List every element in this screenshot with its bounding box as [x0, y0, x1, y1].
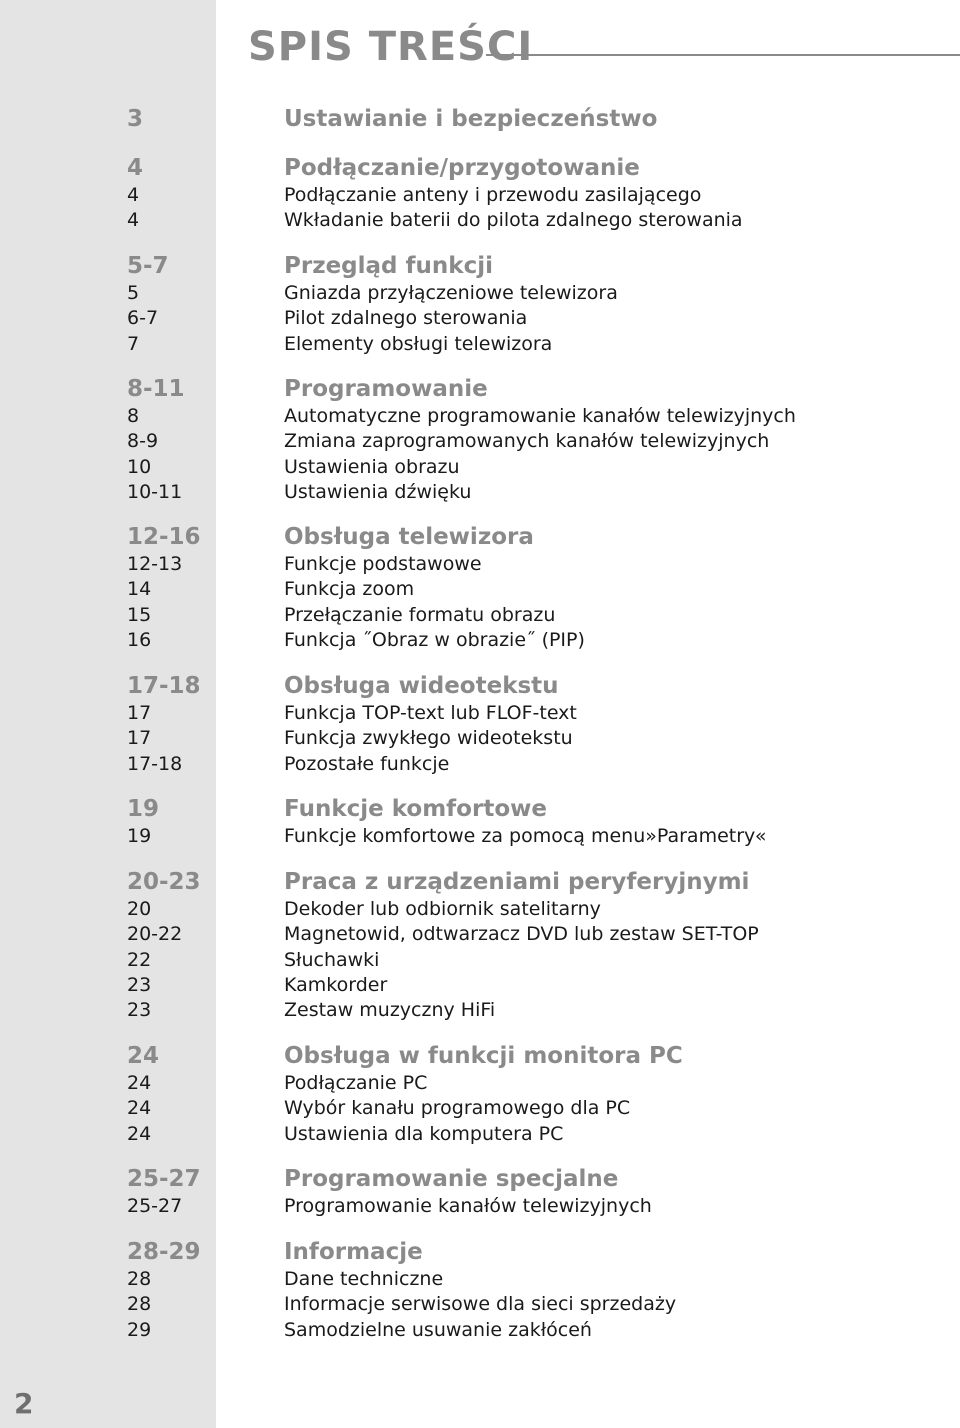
entry-page-number: 24 — [127, 1097, 152, 1120]
entry-title: Słuchawki — [284, 948, 380, 971]
section-page-range: 4 — [127, 155, 144, 181]
entry-title: Zestaw muzyczny HiFi — [284, 999, 496, 1022]
section-title: Obsługa wideotekstu — [284, 673, 559, 699]
entry-page-number: 16 — [127, 628, 152, 651]
entry-page-number: 5 — [127, 282, 140, 304]
toc-section-heading[interactable] — [0, 1164, 960, 1194]
entry-title: Ustawienia obrazu — [284, 455, 460, 478]
entry-page-number: 28 — [127, 1293, 152, 1316]
entry-title: Funkcje komfortowe za pomocą menu»Parametry« — [284, 825, 767, 847]
page-number: 2 — [14, 1387, 34, 1420]
entry-title: Magnetowid, odtwarzacz DVD lub zestaw SET-TOP — [284, 923, 759, 946]
entry-title: Pilot zdalnego sterowania — [284, 307, 528, 330]
toc-entry[interactable] — [0, 1292, 960, 1317]
entry-page-number: 4 — [127, 209, 140, 232]
entry-page-number: 17 — [127, 702, 152, 724]
toc-section — [0, 867, 960, 1023]
entry-title: Pozostałe funkcje — [284, 752, 450, 775]
entry-title: Programowanie kanałów telewizyjnych — [284, 1195, 652, 1217]
section-page-range: 24 — [127, 1043, 160, 1069]
toc-entry[interactable] — [0, 208, 960, 233]
toc-entry[interactable] — [0, 998, 960, 1023]
entry-page-number: 6-7 — [127, 307, 159, 330]
entry-title: Dekoder lub odbiornik satelitarny — [284, 898, 601, 920]
toc-section — [0, 251, 960, 357]
entry-title: Funkcja zoom — [284, 578, 415, 601]
toc-section-heading[interactable] — [0, 522, 960, 552]
section-title: Programowanie specjalne — [284, 1166, 619, 1192]
toc-section — [0, 522, 960, 653]
toc-entry[interactable] — [0, 577, 960, 602]
toc-entry[interactable] — [0, 480, 960, 505]
toc-entry[interactable] — [0, 306, 960, 331]
page-title: SPIS TREŚCI — [248, 24, 534, 70]
toc-section — [0, 1164, 960, 1219]
toc-section-heading[interactable] — [0, 374, 960, 404]
entry-page-number: 29 — [127, 1318, 152, 1341]
entry-title: Kamkorder — [284, 973, 388, 996]
toc-section-heading[interactable] — [0, 104, 960, 134]
toc-section-heading[interactable] — [0, 1041, 960, 1071]
entry-page-number: 23 — [127, 973, 152, 996]
toc-section-heading[interactable] — [0, 671, 960, 701]
toc-entry[interactable] — [0, 922, 960, 947]
entry-title: Ustawienia dla komputera PC — [284, 1122, 564, 1145]
entry-title: Wybór kanału programowego dla PC — [284, 1097, 631, 1120]
toc-section-heading[interactable] — [0, 794, 960, 824]
entry-title: Funkcje podstawowe — [284, 553, 482, 575]
toc-section-heading[interactable] — [0, 251, 960, 281]
entry-page-number: 4 — [127, 184, 140, 206]
toc-entry[interactable] — [0, 603, 960, 628]
section-title: Przegląd funkcji — [284, 253, 493, 279]
toc-section-heading[interactable] — [0, 1237, 960, 1267]
entry-page-number: 14 — [127, 578, 152, 601]
section-title: Praca z urządzeniami peryferyjnymi — [284, 869, 750, 895]
entry-page-number: 24 — [127, 1072, 152, 1094]
section-page-range: 8-11 — [127, 376, 185, 402]
entry-page-number: 20 — [127, 898, 152, 920]
entry-page-number: 7 — [127, 332, 140, 355]
entry-page-number: 19 — [127, 825, 152, 847]
entry-page-number: 10-11 — [127, 480, 183, 503]
toc-entry[interactable] — [0, 1122, 960, 1147]
toc-entry[interactable] — [0, 752, 960, 777]
toc-section — [0, 104, 960, 134]
entry-page-number: 22 — [127, 948, 152, 971]
toc-section — [0, 1237, 960, 1343]
toc-entry[interactable] — [0, 281, 960, 306]
toc-section — [0, 1041, 960, 1147]
entry-title: Zmiana zaprogramowanych kanałów telewizyjnych — [284, 430, 770, 453]
toc-section — [0, 794, 960, 849]
toc-entry[interactable] — [0, 1194, 960, 1219]
section-title: Obsługa w funkcji monitora PC — [284, 1043, 683, 1069]
toc-entry[interactable] — [0, 404, 960, 429]
toc-entry[interactable] — [0, 973, 960, 998]
toc-entry[interactable] — [0, 1267, 960, 1292]
toc-entry[interactable] — [0, 552, 960, 577]
entry-page-number: 28 — [127, 1268, 152, 1290]
section-title: Ustawianie i bezpieczeństwo — [284, 106, 658, 132]
section-page-range: 25-27 — [127, 1166, 201, 1192]
entry-page-number: 15 — [127, 603, 152, 626]
section-title: Obsługa telewizora — [284, 524, 534, 550]
section-page-range: 5-7 — [127, 253, 169, 279]
entry-title: Elementy obsługi telewizora — [284, 332, 553, 355]
entry-page-number: 12-13 — [127, 553, 183, 575]
entry-title: Gniazda przyłączeniowe telewizora — [284, 282, 618, 304]
entry-page-number: 8-9 — [127, 430, 159, 453]
toc-entry[interactable] — [0, 897, 960, 922]
toc-entry[interactable] — [0, 183, 960, 208]
entry-page-number: 24 — [127, 1122, 152, 1145]
entry-title: Funkcja TOP-text lub FLOF-text — [284, 702, 577, 724]
toc-entry[interactable] — [0, 948, 960, 973]
entry-page-number: 8 — [127, 405, 140, 427]
section-title: Funkcje komfortowe — [284, 796, 547, 822]
toc-section — [0, 153, 960, 234]
section-page-range: 17-18 — [127, 673, 201, 699]
section-page-range: 19 — [127, 796, 160, 822]
toc-entry[interactable] — [0, 824, 960, 849]
entry-title: Wkładanie baterii do pilota zdalnego sterowania — [284, 209, 743, 232]
toc-section — [0, 671, 960, 777]
toc-section — [0, 374, 960, 505]
entry-page-number: 17 — [127, 727, 152, 750]
entry-title: Samodzielne usuwanie zakłóceń — [284, 1318, 592, 1341]
entry-title: Informacje serwisowe dla sieci sprzedaży — [284, 1293, 677, 1316]
entry-page-number: 10 — [127, 455, 152, 478]
entry-title: Przełączanie formatu obrazu — [284, 603, 556, 626]
toc-entry[interactable] — [0, 429, 960, 454]
entry-title: Funkcja zwykłego wideotekstu — [284, 727, 573, 750]
toc-entry[interactable] — [0, 455, 960, 480]
entry-title: Funkcja ˝Obraz w obrazie˝ (PIP) — [284, 628, 585, 651]
toc-entry[interactable] — [0, 726, 960, 751]
toc-entry[interactable] — [0, 1318, 960, 1343]
section-title: Podłączanie/przygotowanie — [284, 155, 640, 181]
toc-entry[interactable] — [0, 628, 960, 653]
section-title: Programowanie — [284, 376, 488, 402]
toc-entry[interactable] — [0, 1071, 960, 1096]
toc-section-heading[interactable] — [0, 867, 960, 897]
section-page-range: 28-29 — [127, 1239, 201, 1265]
entry-page-number: 23 — [127, 999, 152, 1022]
entry-page-number: 20-22 — [127, 923, 183, 946]
section-page-range: 3 — [127, 106, 144, 132]
toc-entry[interactable] — [0, 701, 960, 726]
toc-section-heading[interactable] — [0, 153, 960, 183]
entry-page-number: 25-27 — [127, 1195, 183, 1217]
entry-title: Dane techniczne — [284, 1268, 444, 1290]
entry-page-number: 17-18 — [127, 752, 183, 775]
entry-title: Automatyczne programowanie kanałów telewizyjnych — [284, 405, 796, 427]
toc-entry[interactable] — [0, 1096, 960, 1121]
entry-title: Ustawienia dźwięku — [284, 480, 472, 503]
toc-entry[interactable] — [0, 332, 960, 357]
entry-title: Podłączanie anteny i przewodu zasilającego — [284, 184, 702, 206]
entry-title: Podłączanie PC — [284, 1072, 428, 1094]
section-page-range: 12-16 — [127, 524, 201, 550]
section-page-range: 20-23 — [127, 869, 201, 895]
section-title: Informacje — [284, 1239, 423, 1265]
